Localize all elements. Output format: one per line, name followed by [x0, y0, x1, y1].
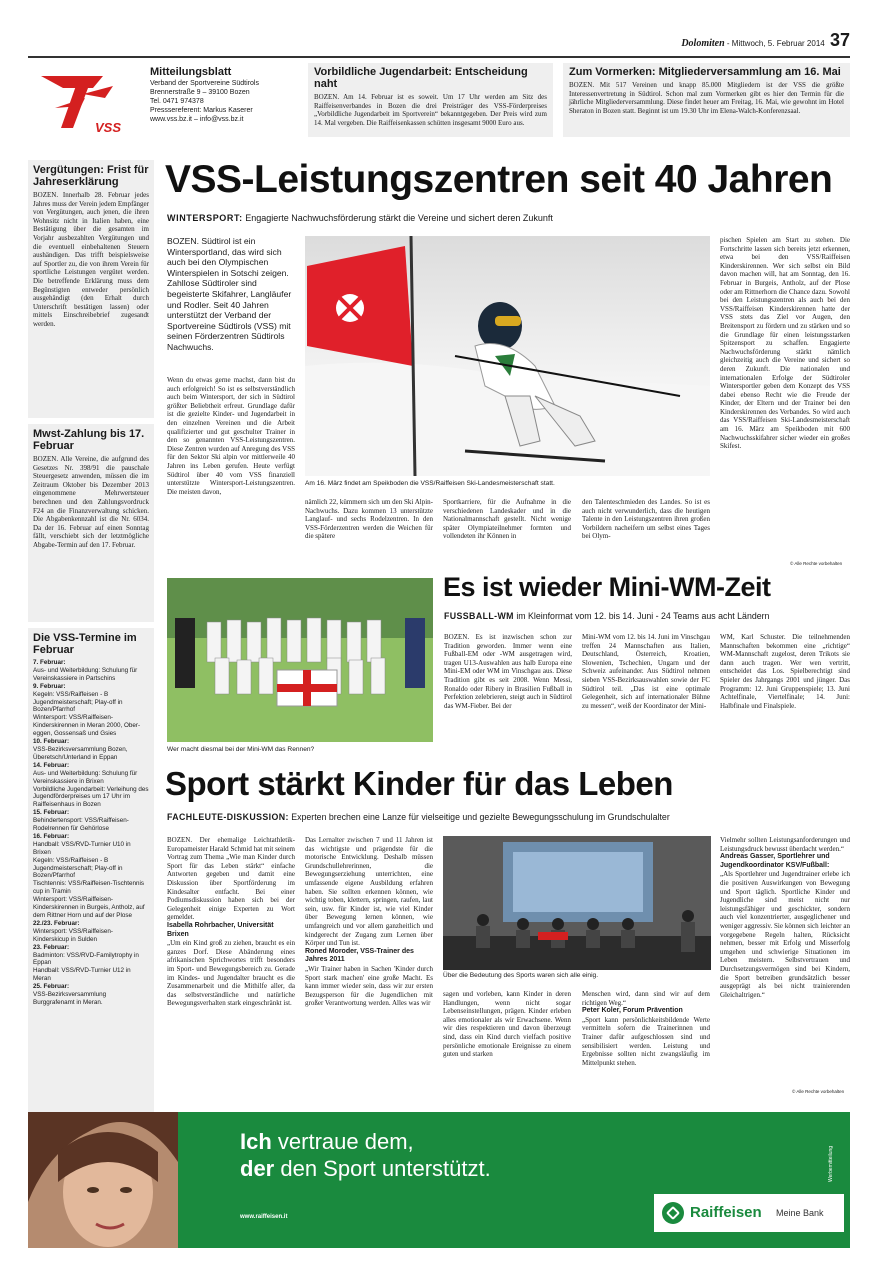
sidebar-box-text: BOZEN. Innerhalb 28. Februar jedes Jahres muss der Verein jedem Empfänger von Vergütungen, auch jenen, die ihren Wohnsitz nicht in Italien haben, eine Bestätigung über die gesamten im Vorjahr ausbezahlten Vergütungen und die eventuell einbehaltenen Steuern aushändigen. Das trifft beispielsweise auf Sportler zu, die von ihrem Verein für sportliche Leistungen vergütet werden. Die betreffende Erklärung muss dem Begünstigten entweder persönlich ausgehändigt (den Erhalt durch Unterschrift bestätigen lassen) oder mittels Einschreibebrief zugesandt werden. — [33, 191, 149, 328]
ad-word: Ich — [240, 1129, 272, 1154]
article2-col1: BOZEN. Es ist inzwischen schon zur Tradition geworden. Immer wenn eine Fußball-EM oder -WM ausgetragen wird, tragen U13-Auswahlen aus halb Europa eine Mini-EM oder WM im Vinschgau aus. Diese Tradition gibt es seit 2008. Wenn Messi, Ronaldo oder Ribery in Brasilien Fußball in Perfektion zelebrieren, steigt auch in Südtirol das WM-Fieber. Bei der — [444, 633, 572, 710]
date-event: Handball: VSS/RVD-Turnier U10 in Brixen — [33, 840, 131, 856]
sidebar-box-text: BOZEN. Alle Vereine, die aufgrund des Gesetzes Nr. 398/91 die pauschale Steuergesetz anwenden, müssen die im Zeitraum Oktober bis Dezember 2013 eingenommene Mehrwertsteuer berechnen und den Zahlungsvordruck F24 an die Finanzverwaltung schicken. Die Abgabenkennzahl ist die Nr. 6034. Da der 16. Februar auf einen Sonntag fällt, verschiebt sich der letztmögliche Abgabe-Termin auf den 17. Februar. — [33, 455, 149, 549]
article2-headline: Es ist wieder Mini-WM-Zeit — [443, 572, 771, 602]
date-event: VSS-Bezirksversammlung Burggrafenamt in Meran. — [33, 991, 107, 1006]
date-event: Wintersport: VSS/Raiffeisen-Kinderskirennen in Burgeis, Antholz, auf dem Rittner Horn und auf der Plose — [33, 896, 145, 919]
ad-portrait — [28, 1112, 178, 1248]
date-label: 22./23. Februar: — [33, 919, 80, 927]
article3-headline: Sport stärkt Kinder für das Leben — [165, 765, 673, 802]
article3-col4 — [582, 990, 710, 1067]
article1-col3: Sportkarriere, für die Aufnahme in die verschiedenen Landeskader und in die Nationalmannschaft gestellt. Nicht wenige später Olympiateilnehmer formten und vollendeten ihr Können in — [443, 498, 571, 541]
ski-photo-caption: Am 16. März findet am Speikboden die VSS/Raiffeisen Ski-Landesmeisterschaft statt. — [305, 480, 555, 487]
dates-list-item — [33, 786, 149, 810]
article3-speaker: Andreas Gasser, Sportlehrer und Jugendkoordinator KSV/Fußball: — [720, 853, 830, 869]
sidebar-box-title: Vergütungen: Frist für Jahreserklärung — [33, 164, 149, 188]
top-news-box — [308, 63, 553, 137]
date-label: 7. Februar: — [33, 659, 66, 666]
date-label: 15. Februar: — [33, 809, 70, 817]
article1-col5: pischen Spielen am Start zu stehen. Die Fortschritte lassen sich bereits jetzt erkennen, etwa bei den VSS/Raiffeisen Kinderskirennen. Wer sich selbst ein Bild davon machen will, hat am Sonntag, den 16. Februar in Burgeis, Antholz, auf der Plose oder am Rittnerhorn die Chance dazu. Sowohl bei den Leistungszentren als auch bei den VSS/Raiffeisen Kinderskirennen hatte der VSS stets das Ziel vor Augen, den Breitensport zu fördern und zu stärken und so die Grundlage für einen leistungsstarken Spitzensport zu schaffen. Engagierte Nachwuchsförderung stärkt nämlich gleichzeitig auch die Vereine und sichert so deren Zukunft. Die nationalen und internationalen Erfolge der Südtiroler Wintersportler geben dem Konzept des VSS dabei ebenso Recht wie die Freude der Kinder, der Eltern und der Trainer bei den Kinderskirennen des Verbandes. So wird auch das VSS/Raiffeisen Ski-Landesmeisterschaft am 16. März am Speikboden mit 600 Nachwuchsskifahrer sicher wieder ein großes Skifest. — [720, 236, 850, 451]
newspaper-brand: Dolomiten — [681, 38, 725, 49]
sidebar-box-title: Mwst-Zahlung bis 17. Februar — [33, 428, 145, 452]
dates-list-item — [33, 896, 149, 920]
article3-col1-text: BOZEN. Der ehemalige Leichtathletik-Europameister Harald Schmid hat mit seinem Vortrag zum Thema „Wie man Kinder durch Sport für das Leben stärkt“ einfache Antworten gegeben und damit eine Diskussion über Sportförderung im Kindesalter entfacht. Bei einer Podiumsdiskussion haben sich bei der Gelegenheit einige Experten zu Wort gemeldet. — [167, 836, 295, 922]
top-news-text: BOZEN. Am 14. Februar ist es soweit. Um 17 Uhr werden am Sitz des Raiffeisenverbandes in Bozen die drei Preisträger des VSS-Förderpreises „Vorbildliche Jugendarbeit im Sportverein“ bekanntgegeben. Der Preis wird zum 14. Mal vergeben. Die Raiffeisenkassen schütten insgesamt 9000 Euro aus. — [314, 93, 547, 127]
article3-speaker: Roned Moroder, VSS-Trainer des Jahres 2011 — [305, 947, 414, 964]
article3-col5-text: Vielmehr sollten Leistungsanforderungen und Leistungsdruck bewusst überdacht werden.“ — [720, 836, 850, 853]
page-header — [650, 32, 850, 52]
raiffeisen-ad[interactable] — [28, 1112, 850, 1248]
dates-list-item — [33, 944, 149, 968]
dates-list-item — [33, 983, 149, 1007]
date-label: 25. Februar: — [33, 983, 70, 991]
article3-col2 — [305, 836, 433, 1008]
dates-list-item — [33, 738, 149, 762]
date-event: Kegeln: VSS/Raiffeisen - B Jugendmeisterschaft; Play-off in Bozen/Pfarrhof — [33, 690, 123, 714]
ad-brand: Raiffeisen — [690, 1204, 762, 1221]
top-news-title: Zum Vormerken: Mitgliederversammlung am 16. Mai — [569, 66, 841, 78]
date-event: Kegeln: VSS/Raiffeisen - B Jugendmeisterschaft; Play-off in Bozen/Pfarrhof — [33, 856, 123, 880]
vss-logo — [33, 68, 145, 144]
article1-col2: nämlich 22, kümmern sich um den Ski Alpin-Nachwuchs. Dazu kommen 13 unterstützte Langlauf- und sechs Rodelzentren. In den VSS-Förderzentren werden die Weichen für die spätere — [305, 498, 433, 541]
page-number: 37 — [829, 30, 850, 50]
team-photo — [167, 578, 433, 742]
date-event: Vorbildliche Jugendarbeit: Verleihung des Jugendförderpreises um 17 Uhr im Raiffeisenhaus in Bozen — [33, 785, 149, 809]
date-label: 23. Februar: — [33, 943, 70, 951]
ad-brand-box — [654, 1194, 844, 1232]
dates-list-item — [33, 920, 149, 944]
ad-text: den Sport unterstützt. — [274, 1156, 491, 1181]
dates-list-item — [33, 762, 149, 786]
date-event: Wintersport: VSS/Raiffeisen-Kinderskirennen in Meran 2000, Ober-eggen, Gossensaß und Gsies — [33, 714, 141, 738]
date-event: VSS-Bezirksversammlung Bozen, Überetsch/Unterland in Eppan — [33, 745, 128, 761]
dates-list-item — [33, 714, 149, 738]
article3-credit: © Alle Rechte vorbehalten — [792, 1089, 845, 1094]
date-event: Tischtennis: VSS/Raiffeisen-Tischtennis cup in Tramin — [33, 880, 145, 896]
article1-subhead — [167, 212, 857, 224]
article3-col2-text: Das Lernalter zwischen 7 und 11 Jahren ist das wichtigste und prägendste für die motorische Entwicklung. Deshalb müssen Grundschullehrerinnen, die Bewegungserziehung unterrichten, eine umfassende eigene Ausbildung erfahren haben. Sie sollten erkennen können, wie wichtig toben, klettern, springen, raufen, laut sein, usw. für Kinder ist, wie viel Kinder über Bewegung lernen können, wie umfangreich und vor allem ganzheitlich und kindgerecht der Zugang zum Lernen über Körper und Tun ist. — [305, 836, 433, 948]
masthead-line: Brennerstraße 9 – 39100 Bozen — [150, 89, 250, 96]
article1-credit: © Alle Rechte vorbehalten — [790, 561, 843, 566]
date-label: 9. Februar: — [33, 682, 66, 690]
masthead-line: www.vss.bz.it – info@vss.bz.it — [150, 116, 244, 123]
article3-subhead-text: Experten brechen eine Lanze für vielseitige und gezielte Bewegungsschulung im Grundschulalter — [291, 812, 670, 822]
article3-subhead — [167, 812, 857, 823]
article2-subhead — [444, 611, 854, 622]
ad-url[interactable]: www.raiffeisen.it — [240, 1214, 288, 1220]
article1-col1: Wenn du etwas gerne machst, dann bist du auch erfolgreich! So ist es selbstverständlich auch beim Wintersport, der sich in Südtirol größter Beliebtheit erfreut. Grundlage dafür ist die gezielte Kinder- und Jugendarbeit in den einzelnen Vereinen und die Arbeit qualifizierter und gut geschulter Trainer in den so genannten VSS-Leistungszentren. Diese Zentren wurden auf Anregung des VSS für den Sektor Ski alpin vor mittlerweile 40 Jahren ins Leben gerufen. Heute verfügt Südtirol über 40 vom VSS finanziell unterstützte Wintersport-Leistungszentren. Die meisten davon, — [167, 376, 295, 496]
masthead-line: Tel. 0471 974378 — [150, 98, 204, 105]
article3-col1 — [167, 836, 295, 1008]
masthead — [150, 66, 300, 124]
article1-headline: VSS-Leistungszentren seit 40 Jahren — [165, 158, 833, 201]
article1-col4: den Talenteschmieden des Landes. So ist es auch nicht verwunderlich, dass die heutigen Talente in den Leistungszentren ihren großen Vorbildern nacheifern um selbst eines Tages bei Olym- — [582, 498, 710, 541]
date-event: Aus- und Weiterbildung: Schulung für Vereinskassiere in Partschins — [33, 666, 138, 682]
top-news-text: BOZEN. Mit 517 Vereinen und knapp 85.000 Mitgliedern ist der VSS die größte Interessenvertretung in Südtirol. Schon mal zum Vormerken gibt es hier den Termin für die jährliche Mitgliederversammlung. Diese findet heuer am Freitag, 16. Mai, wie gewohnt im Hotel Sheraton in Bozen statt. Beginnt ist um 19.30 Uhr im Elena-Walch-Konferenzsaal. — [569, 81, 844, 115]
panel-photo — [443, 836, 711, 970]
panel-photo-caption: Über die Bedeutung des Sports waren sich alle einig. — [443, 972, 599, 979]
article3-quote: „Um ein Kind groß zu ziehen, braucht es ein ganzes Dorf. Diese Abänderung eines afrikanischen Sprichwortes trifft besonders im Sport- und Bewegungsbereich zu. Gerade im Kindes- und Jugendalter braucht es die Zusammenarbeit und die Mithilfe aller, da das selbstverständliche und natürliche Bewegungsverhalten stark eingeschränkt ist. — [167, 939, 295, 1008]
dates-list-item — [33, 967, 149, 983]
article3-quote: „Sport kann persönlichkeitsbildende Werte vermitteln sofern die Trainerinnen und Trainer dafür aufgeschlossen sind und sensibilisiert werden. Leistung und Ergebnisse sollten nicht zwangsläufig im Mittelpunkt stehen. — [582, 1015, 710, 1067]
sidebar-box-vat — [28, 424, 154, 622]
article2-subhead-text: im Kleinformat vom 12. bis 14. Juni - 24 Teams aus acht Ländern — [516, 611, 770, 621]
logo-text: VSS — [95, 120, 122, 135]
top-news-title: Vorbildliche Jugendarbeit: Entscheidung naht — [314, 66, 528, 90]
dates-list-item — [33, 659, 149, 683]
article2-col3: WM, Karl Schuster. Die teilnehmenden Mannschaften bekommen eine „richtige“ WM-Mannschaft zugelost, deren Trikots sie dann auch tragen. Wer wen vertritt, entscheidet das Los. Spielberechtigt sind Spieler des Jahrgangs 2001 und jünger. Das Programm: 12. Juni Gruppenspiele; 13. Juni Achtelfinale, Viertelfinale; 14. Juni: Halbfinale und Finalspiele. — [720, 633, 850, 710]
team-photo-caption: Wer macht diesmal bei der Mini-WM das Rennen? — [167, 746, 315, 753]
sidebar-box-payments — [28, 160, 154, 418]
masthead-line: Presssereferent: Markus Kaserer — [150, 107, 253, 114]
dates-list-item — [33, 880, 149, 896]
ad-disclaimer: Werbemitteilung — [828, 1145, 834, 1182]
date-label: 16. Februar: — [33, 832, 70, 840]
article3-quote: „Wir Trainer haben in Sachen 'Kinder durch Sport stark machen' eine große Macht. Es kann immer wieder sein, dass wir zur ersten Bezugsperson für die Jugendlichen mit großer Verantwortung werden. Alles was wir — [305, 964, 433, 1008]
article3-col3: sagen und vorleben, kann Kinder in deren Handlungen, wenn nicht sogar Lebenseinstellungen, prägen. Kinder erleben alles emotionaler als wir Erwachsene. Wenn wir dies respektieren und davon überzeugt sind, dass ein Kind durch vielfach positive persönliche emotionale Ereignisse zu einem guten und starken — [443, 990, 571, 1059]
article2-kicker: FUSSBALL-WM — [444, 611, 514, 621]
article3-quote: „Als Sportlehrer und Jugendtrainer erlebe ich die positiven Auswirkungen von Bewegung und Sport täglich. Sportliche Kinder und Jugendliche sind meist nicht nur leistungsfähiger und geschickter, sondern auch viel konzentrierter, ausgeglichener und weniger aggressiv. Sie können sich leichter an vorgegebene Regeln halten, Rücksicht nehmen, besser mit Erfolg und Misserfolg umgehen und schwierige Situationen im Leben meistern. Selbstvertrauen und Durchsetzungsvermögen sind bei Kindern, die Sport betreiben grundsätzlich besser ausgeprägt als bei nicht trainierenden Gleichaltrigen.“ — [720, 870, 850, 999]
masthead-line: Verband der Sportvereine Südtirols — [150, 80, 259, 87]
ad-slogan: Meine Bank — [776, 1208, 824, 1218]
date-label: 10. Februar: — [33, 738, 70, 746]
date-event: Handball: VSS/RVD-Turnier U12 in Meran — [33, 967, 131, 983]
article3-col5 — [720, 836, 850, 999]
sidebar-box-title: Die VSS-Termine im Februar — [33, 632, 137, 656]
ad-text: vertraue dem, — [271, 1129, 414, 1154]
date-event: Behindertensport: VSS/Raiffeisen-Rodelrennen für Gehörlose — [33, 817, 129, 833]
article3-speaker: Isabella Rohrbacher, Universität Brixen — [167, 921, 274, 938]
date-event: Wintersport: VSS/Raiffeisen-Kinderskicup in Sulden — [33, 927, 114, 943]
ad-word: der — [240, 1156, 275, 1181]
article2-col2: Mini-WM vom 12. bis 14. Juni im Vinschgau treffen 24 Mannschaften aus Italien, Deutschland, Österreich, Kroatien, Slowenien, Tschechien, Ungarn und der Schweiz aufeinander. Aus Südtirol nehmen sieben VSS-Bezirksauswahlen sowie der FC Südtirol teil. „Das ist eine optimale Gelegenheit, sich auf internationaler Bühne zu messen“, weiß der Koordinator der Mini- — [582, 633, 710, 710]
article1-kicker: WINTERSPORT: — [167, 213, 243, 223]
dates-list-item — [33, 683, 149, 715]
article1-lead: BOZEN. Südtirol ist ein Wintersportland, das wird sich auch bei den Olympischen Winterspielen in Sotschi zeigen. Zahllose Südtiroler sind begeisterte Skifahrer, Langläufer und Rodler. Seit 40 Jahren unterstützt der Verband der Sportvereine Südtirols (VSS) mit seinen Förderzentren Südtirols Nachwuchs. — [167, 236, 292, 352]
issue-date: - Mittwoch, 5. Februar 2014 — [726, 39, 825, 48]
dates-list-item — [33, 809, 149, 833]
article3-kicker: FACHLEUTE-DISKUSSION: — [167, 812, 289, 822]
dates-list — [33, 659, 149, 1007]
date-event: Badminton: VSS/RVD-Familytrophy in Eppan — [33, 951, 139, 967]
dates-list-item — [33, 833, 149, 857]
date-event: Aus- und Weiterbildung: Schulung für Vereinskassiere in Brixen — [33, 769, 138, 785]
ski-photo — [305, 236, 710, 476]
header-rule — [28, 56, 850, 58]
article3-speaker: Peter Koler, Forum Prävention — [582, 1007, 683, 1015]
article3-col4-text: Menschen wird, dann sind wir auf dem richtigen Weg.“ — [582, 990, 710, 1007]
masthead-title: Mitteilungsblatt — [150, 66, 232, 78]
date-label: 14. Februar: — [33, 761, 70, 769]
ad-headline — [240, 1128, 491, 1182]
dates-list-item — [33, 857, 149, 881]
top-news-box — [563, 63, 850, 137]
article1-subhead-text: Engagierte Nachwuchsförderung stärkt die Vereine und sichert deren Zukunft — [245, 213, 553, 223]
